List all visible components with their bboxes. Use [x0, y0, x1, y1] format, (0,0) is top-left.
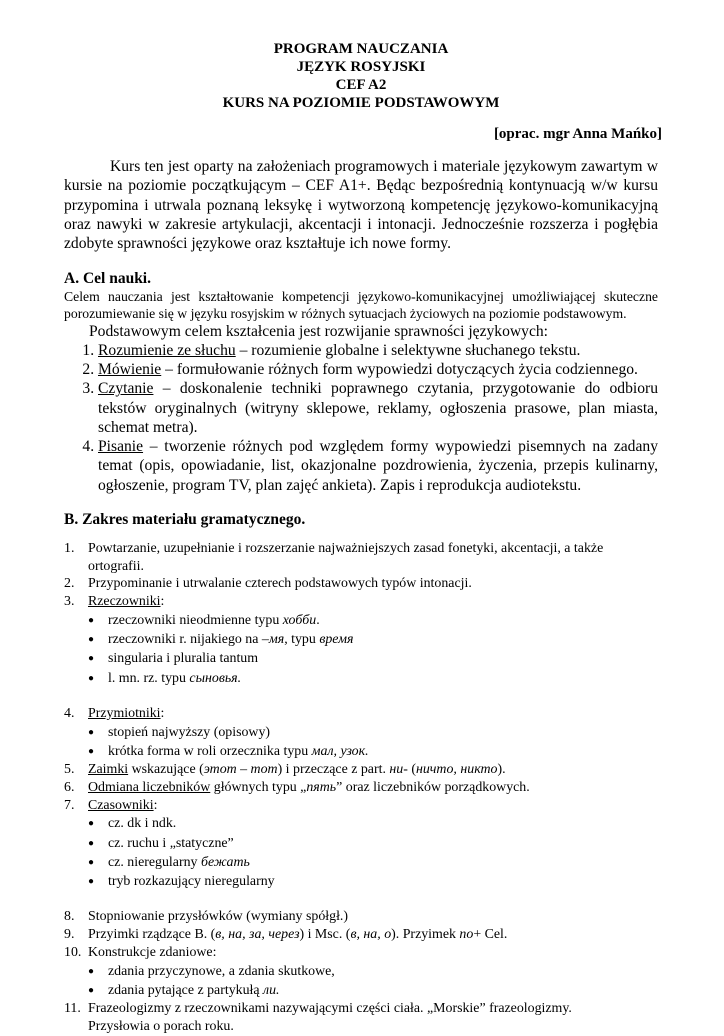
- bullet-icon: ●: [88, 875, 95, 887]
- item-number: 11.: [64, 1000, 81, 1016]
- bullet-item: [88, 853, 658, 872]
- item-number: 9.: [64, 926, 75, 942]
- text-part: krótka forma w roli orzecznika typu: [108, 743, 312, 759]
- grammar-item: [64, 1000, 658, 1036]
- grammar-item: [64, 944, 658, 962]
- bullet-item: [88, 723, 658, 742]
- skill-desc: – doskonalenie techniki poprawnego czytania, przygotowanie do odbioru tekstów oryginalnych (witryny sklepowe, reklamy, ogłoszenia prasowe, plan miasta, schemat metra).: [98, 380, 658, 436]
- bullet-icon: ●: [88, 984, 95, 996]
- bullet-icon: ●: [88, 672, 95, 684]
- bullet-text: [108, 630, 353, 649]
- item-number: 7.: [64, 797, 75, 813]
- bullet-icon: ●: [88, 837, 95, 849]
- item-number: 3.: [64, 594, 75, 610]
- russian-example: хобби: [282, 612, 317, 628]
- text-part: ).: [497, 761, 506, 777]
- bullet-text: [108, 742, 369, 761]
- bullet-icon: ●: [88, 634, 95, 646]
- item-text: [88, 797, 658, 815]
- bullet-text: singularia i pluralia tantum: [108, 651, 259, 667]
- skill-term: Rozumienie ze słuchu: [98, 342, 236, 360]
- document-title: [64, 40, 658, 112]
- text-part: (: [407, 761, 416, 777]
- text-part: rzeczowniki nieodmienne typu: [108, 612, 283, 628]
- skill-item: [98, 379, 658, 437]
- text-part: rzeczowniki r. nijakiego na: [108, 632, 262, 648]
- item-colon: :: [160, 594, 165, 610]
- bullet-item: [88, 630, 658, 649]
- bullet-item: [88, 814, 658, 833]
- russian-example: время: [319, 632, 354, 648]
- text-part: , typu: [284, 632, 320, 648]
- skill-term: Czytanie: [98, 380, 154, 398]
- section-b-heading: B. Zakres materiału gramatycznego.: [64, 510, 306, 528]
- russian-example: бежать: [200, 854, 250, 870]
- item-text: Stopniowanie przysłówków (wymiany spółgł.): [88, 909, 349, 925]
- grammar-item: [64, 926, 658, 944]
- grammar-item: [64, 779, 658, 797]
- russian-example: мал, узок.: [311, 743, 369, 759]
- bullet-text: [108, 611, 320, 630]
- text-part: .: [316, 612, 320, 628]
- russian-example: –мя: [261, 632, 285, 648]
- document-page: [64, 40, 662, 1036]
- grammar-item: [64, 761, 658, 779]
- item-text: [88, 1000, 658, 1036]
- grammar-item: [64, 593, 658, 611]
- text-part: ). Przyimek: [391, 926, 460, 942]
- bullet-item: [88, 669, 658, 688]
- grammar-item: [64, 540, 658, 576]
- item-term: Przymiotniki: [88, 705, 161, 721]
- bullet-icon: ●: [88, 614, 95, 626]
- russian-example: в, на, за, через: [215, 926, 300, 942]
- skill-item: [98, 341, 658, 360]
- title-line-1: PROGRAM NAUCZANIA: [273, 41, 449, 57]
- text-line: Przysłowia o porach roku.: [88, 1018, 234, 1034]
- text-part: + Cel.: [473, 926, 508, 942]
- skills-list: [64, 341, 658, 495]
- text-part: ” oraz liczebników porządkowych.: [336, 779, 530, 795]
- bullet-item: [88, 611, 658, 630]
- russian-example: ли.: [263, 982, 280, 998]
- skill-desc: – tworzenie różnych pod względem formy wypowiedzi pisemnych na zadany temat (opis, opowiadanie, list, okazjonalne pozdrowienia, życzenia, przepis kulinarny, ogłoszenie, program TV, plan zajęć ankieta). Zapis i reprodukcja audiotekstu.: [98, 438, 658, 494]
- text-part: ) i przeczące z part.: [277, 761, 390, 777]
- text-line: Frazeologizmy z rzeczownikami nazywającymi części ciała. „Morskie” frazeologizmy.: [88, 1000, 572, 1016]
- section-a-lead: Podstawowym celem kształcenia jest rozwijanie sprawności językowych:: [89, 323, 549, 341]
- item-term: Odmiana liczebników: [88, 779, 211, 795]
- russian-example: пять: [306, 779, 337, 795]
- item-text: [88, 779, 658, 797]
- bullet-text: [108, 853, 250, 872]
- bullet-icon: ●: [88, 745, 95, 757]
- item-colon: :: [160, 705, 165, 721]
- spacer: [64, 688, 658, 705]
- russian-example: этот – тот: [203, 761, 278, 777]
- item-text: [88, 926, 658, 944]
- bullet-item: [88, 872, 658, 891]
- bullet-icon: ●: [88, 965, 95, 977]
- section-a-goal: Celem nauczania jest kształtowanie kompetencji językowo-komunikacyjnej umożliwiającej skuteczne porozumiewanie się w języku rosyjskim w różnych sytuacjach życiowych na poziomie podstawowym.: [64, 289, 658, 321]
- text-part: zdania pytające z partykułą: [108, 982, 264, 998]
- bullet-item: [88, 649, 658, 668]
- item-colon: :: [153, 797, 158, 813]
- item-text: [88, 593, 658, 611]
- grammar-item: [64, 705, 658, 723]
- grammar-item: [64, 797, 658, 815]
- grammar-item: [64, 575, 658, 593]
- text-part: Przyimki rządzące B. (: [88, 926, 216, 942]
- text-part: głównych typu „: [210, 779, 307, 795]
- bullet-item: [88, 962, 658, 981]
- item-text: Przypominanie i utrwalanie czterech podstawowych typów intonacji.: [88, 576, 472, 592]
- bullet-item: [88, 981, 658, 1000]
- section-a-heading: A. Cel nauki.: [64, 270, 151, 288]
- author-line: [oprac. mgr Anna Mańko]: [493, 126, 662, 142]
- text-part: wskazujące (: [128, 761, 204, 777]
- intro-paragraph: Kurs ten jest oparty na założeniach programowych i materiale językowym zawartym w kursie na poziomie początkującym – CEF A1+. Będąc bezpośrednią kontynuacją w/w kursu przypomina i utrwala poznaną leksykę i wytworzoną kompetencję językowo-komunikacyjną oraz nawyki w zakresie artykulacji, akcentacji i intonacji. Jednocześnie rozszerza i pogłębia zdobyte sprawności językowe oraz kształtuje ich nowe formy.: [64, 158, 658, 253]
- item-text: Powtarzanie, uzupełnianie i rozszerzanie najważniejszych zasad fonetyki, akcentacji, a także ortografii.: [88, 540, 604, 574]
- bullet-icon: ●: [88, 653, 95, 665]
- skill-term: Mówienie: [98, 361, 162, 379]
- item-number: 2.: [64, 576, 75, 592]
- item-term: Rzeczowniki: [88, 594, 161, 610]
- bullet-text: [108, 981, 280, 1000]
- item-number: 1.: [64, 540, 75, 556]
- bullet-item: [88, 742, 658, 761]
- item-text: [88, 705, 658, 723]
- skill-item: [98, 360, 658, 379]
- item-number: 6.: [64, 779, 75, 795]
- item-text: [88, 761, 658, 779]
- russian-example: сыновья.: [189, 670, 242, 686]
- bullet-text: cz. dk i ndk.: [108, 816, 177, 832]
- title-line-4: KURS NA POZIOMIE PODSTAWOWYM: [222, 95, 500, 111]
- bullet-icon: ●: [88, 726, 95, 738]
- item-number: 5.: [64, 761, 75, 777]
- spacer: [64, 891, 658, 908]
- grammar-list: [64, 540, 658, 1036]
- grammar-item: [64, 908, 658, 926]
- russian-example: в, на, о: [350, 926, 392, 942]
- title-line-3: CEF A2: [335, 77, 387, 93]
- text-part: cz. nieregularny: [108, 854, 201, 870]
- item-term: Zaimki: [88, 761, 129, 777]
- russian-example: ни-: [389, 761, 408, 777]
- bullet-text: stopień najwyższy (opisowy): [108, 724, 271, 740]
- bullet-text: zdania przyczynowe, a zdania skutkowe,: [108, 963, 335, 979]
- skill-desc: – formułowanie różnych form wypowiedzi dotyczących życia codziennego.: [161, 361, 638, 379]
- russian-example: по: [459, 926, 474, 942]
- russian-example: ничто, никто: [415, 761, 498, 777]
- item-number: 8.: [64, 909, 75, 925]
- bullet-text: tryb rozkazujący nieregularny: [108, 873, 275, 889]
- skill-item: [98, 437, 658, 495]
- text-part: ) i Msc. (: [299, 926, 351, 942]
- skill-desc: – rozumienie globalne i selektywne słuchanego tekstu.: [235, 342, 581, 360]
- item-term: Czasowniki: [88, 797, 154, 813]
- item-number: 10.: [64, 944, 82, 960]
- bullet-icon: ●: [88, 818, 95, 830]
- item-text: Konstrukcje zdaniowe:: [88, 944, 217, 960]
- item-number: 4.: [64, 705, 75, 721]
- skill-term: Pisanie: [98, 438, 144, 456]
- title-line-2: JĘZYK ROSYJSKI: [296, 59, 426, 75]
- text-part: l. mn. rz. typu: [108, 670, 190, 686]
- bullet-text: cz. ruchu i „statyczne”: [108, 835, 234, 851]
- bullet-icon: ●: [88, 856, 95, 868]
- bullet-item: [88, 834, 658, 853]
- bullet-text: [108, 669, 241, 688]
